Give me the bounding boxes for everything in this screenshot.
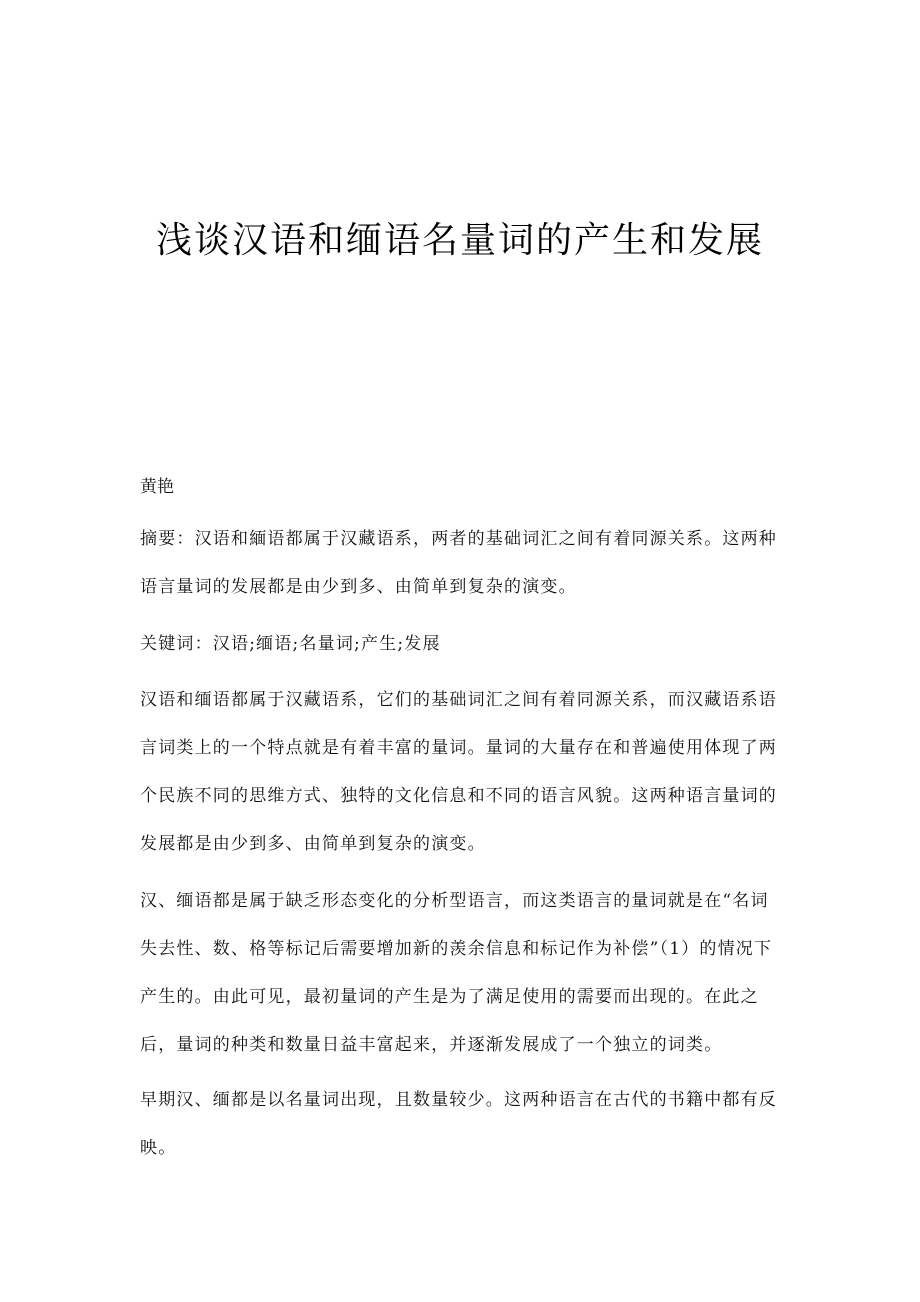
abstract: 摘要：汉语和緬语都属于汉藏语系，两者的基础词汇之间有着同源关系。这两种语言量词的发展都是由少到多、由简单到复杂的演变。 <box>140 529 777 597</box>
body-paragraph-1: 汉语和缅语都属于汉藏语系，它们的基础词汇之间有着同源关系，而汉藏语系语言词类上的一个特点就是有着丰富的量词。量词的大量存在和普遍使用体现了两个民族不同的思维方式、独特的文化信息和不同的语言风貌。这两种语言量词的发展都是由少到多、由简单到复杂的演变。 <box>140 690 777 854</box>
author-name: 黄艳 <box>140 477 174 497</box>
document-title: 浅谈汉语和缅语名量词的产生和发展 <box>155 220 764 261</box>
keywords: 关键词：汉语;缅语;名量词;产生;发展 <box>140 634 441 654</box>
body-paragraph-2: 汉、缅语都是属于缺乏形态变化的分析型语言，而这类语言的量词就是在“名词失去性、数、格等标记后需要增加新的羡余信息和标记作为补偿”（1）的情况下产生的。由此可见，最初量词的产生是为了满足使用的需要而出现的。在此之后，量词的种类和数量日益丰富起来，并逐渐发展成了一个独立的词类。 <box>140 891 773 1055</box>
body-paragraph-3: 早期汉、缅都是以名量词出现，且数量较少。这两种语言在古代的书籍中都有反映。 <box>140 1090 777 1158</box>
